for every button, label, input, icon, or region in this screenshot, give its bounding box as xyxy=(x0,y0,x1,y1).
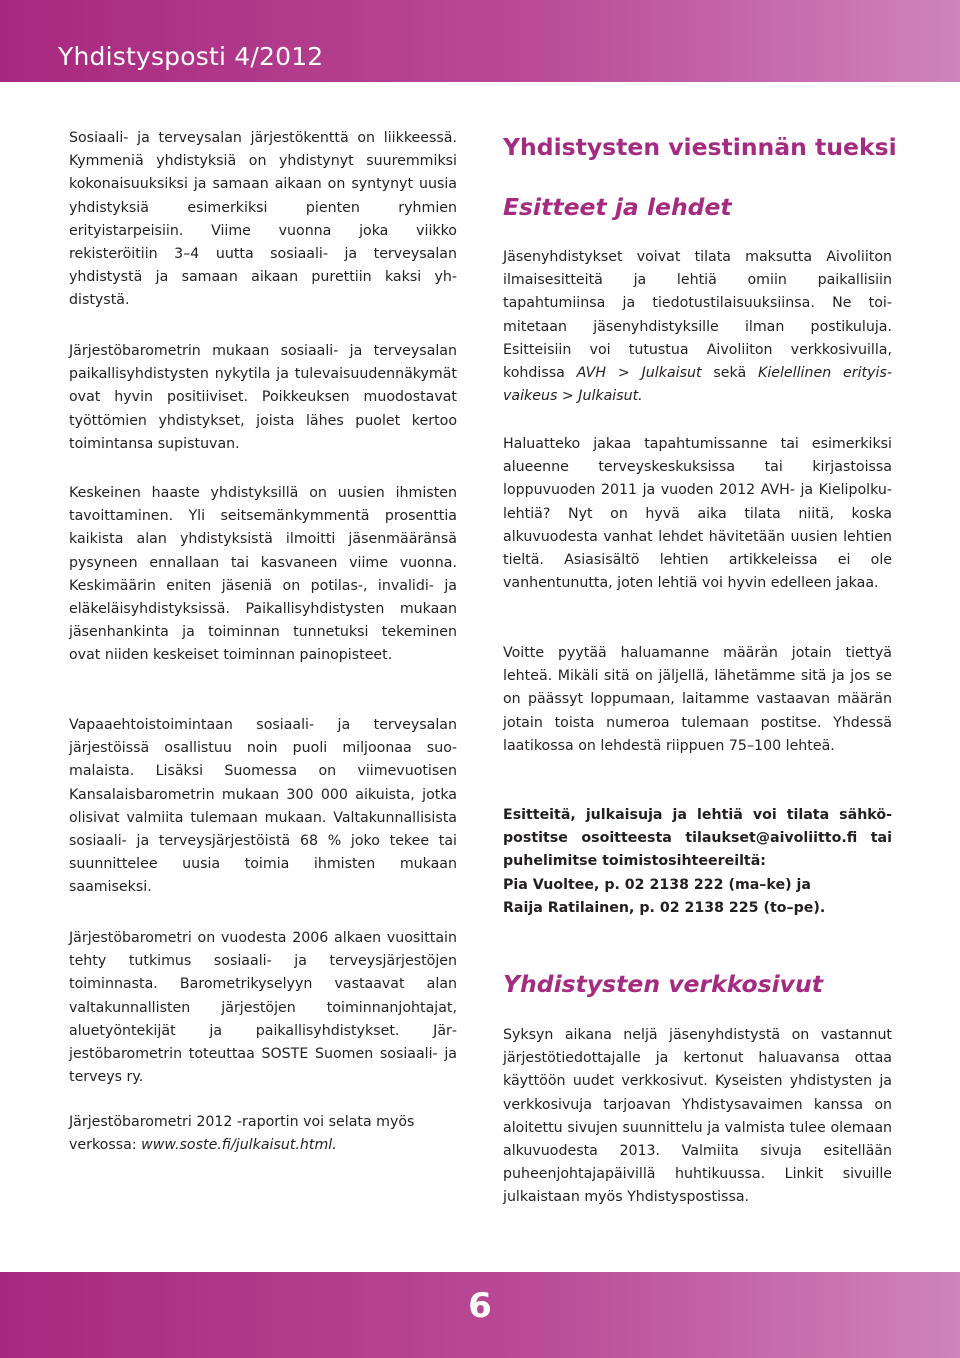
paragraph-report-link xyxy=(69,1111,457,1157)
paragraph-barometer-info: Järjestöbarometri on vuodesta 2006 alkaen vuosittain tehty tutkimus sosiaali- ja terveysjärjestöjen toiminnasta. Barometrikyselyyn vastaavat alan valtakunnallisten järjestöjen toiminnanjohtajat, aluetyöntekijät ja paikallisyhdistykset. Järjestöbarometrin toteuttaa SOSTE Suomen sosiaali- ja terveys ry. xyxy=(69,930,457,1086)
subheading-websites: Yhdistysten verkkosivut xyxy=(503,970,823,998)
path-kielellinen: Kielellinen erityisvaikeus > Julkaisut. xyxy=(503,365,892,405)
report-link[interactable]: www.soste.fi/julkaisut.html. xyxy=(141,1137,337,1154)
report-link-text: Järjestöbarometri 2012 -raportin voi selata myös verkossa: xyxy=(69,1114,415,1154)
path-avh: AVH > Julkaisut xyxy=(576,365,702,382)
paragraph-quantity: Voitte pyytää haluamanne määrän jotain tiettyä lehteä. Mikäli sitä on jäljellä, lähetämme sitä ja jos se on päässyt loppumaan, laitamme vastaavan määrän jotain toista numeroa tulemaan postitse. Yhdessä laatikossa on lehdestä riippuen 75–100 lehteä. xyxy=(503,645,892,754)
paragraph-brochures xyxy=(503,246,892,408)
path-joiner: sekä xyxy=(701,365,759,382)
order-info: Esitteitä, julkaisuja ja lehtiä voi tilata sähköpostitse osoitteesta tilaukset@aivoliitto.fi tai puhelimitse toimistosihteereiltä: xyxy=(503,807,892,870)
paragraph-membership: Keskeinen haaste yhdistyksillä on uusien ihmisten tavoittaminen. Yli seitsemänkymmentä prosenttia kaikista alan yhdistyksistä ilmoitti jäsenmääränsä pysyneen ennallaan tai kasvaneen viime vuonna. Keskimäärin eniten jäseniä on potilas-, invalidi- ja eläkeläisyhdistyksissä. Paikallisyhdistysten mukaan jäsenhankinta ja toiminnan tunnetuksi tekeminen ovat niiden keskeiset toiminnan painopisteet. xyxy=(69,485,457,664)
brochures-text: Jäsenyhdistykset voivat tilata maksutta Aivoliiton ilmaisesitteitä ja lehtiä omiin paikallisiin tapahtumiinsa ja tiedotustilaisuuksiinsa. Ne toimitetaan jäsenyhdistyksille ilman postikuluja. Esitteisiin voi tutustua Aivoliiton verkkosivuilla, kohdissa xyxy=(503,249,892,382)
paragraph-barometer-outlook: Järjestöbarometrin mukaan sosiaali- ja terveysalan paikallisyhdistysten nykytila ja tulevaisuudennäkymät ovat hyvin positiiviset. Poikkeuksen muodostavat työttömien yhdistykset, joista lähes puolet kertoo toimintansa supistuvan. xyxy=(69,343,457,452)
page-number: 6 xyxy=(468,1286,492,1326)
subheading-brochures: Esitteet ja lehdet xyxy=(503,193,732,221)
paragraph-distribute: Haluatteko jakaa tapahtumissanne tai esimerkiksi alueenne terveyskeskuksissa tai kirjastoissa loppuvuoden 2011 ja vuoden 2012 AVH- ja Kielipolku-lehtiä? Nyt on hyvä aika tilata niitä, koska alkuvuodesta vanhat lehdet hävitetään uusien lehtien tieltä. Asiasisältö lehtien artikkeleissa ei ole vanhentunutta, joten lehtiä voi hyvin edelleen jakaa. xyxy=(503,436,892,592)
paragraph-volunteering: Vapaaehtoistoimintaan sosiaali- ja terveysalan järjestöissä osallistuu noin puoli miljoonaa suomalaista. Lisäksi Suomessa on viimevuotisen Kansalaisbarometrin mukaan 300 000 aikuista, jotka olisivat valmiita tulemaan mukaan. Valtakunnallisista sosiaali- ja terveysjärjestöistä 68 % joko tekee tai suunnittelee uusia toimia ihmisten mukaan saamiseksi. xyxy=(69,717,457,896)
publication-title: Yhdistysposti 4/2012 xyxy=(58,42,324,71)
paragraph-field-overview: Sosiaali- ja terveysalan järjestökenttä on liikkeessä. Kymmeniä yhdistyksiä on yhdistynyt suuremmiksi kokonaisuuksiksi ja samaan aikaan on syntynyt uusia yhdistyksiä esimerkiksi pienten ryhmien erityistarpeisiin. Viime vuonna joka viikko rekisteröitiin 3–4 uutta sosiaali- ja terveysalan yhdistystä ja samaan aikaan purettiin kaksi yhdistystä. xyxy=(69,130,457,309)
contact-pia: Pia Vuoltee, p. 02 2138 222 (ma–ke) ja xyxy=(503,877,811,893)
section-heading: Yhdistysten viestinnän tueksi xyxy=(503,133,897,161)
paragraph-websites: Syksyn aikana neljä jäsenyhdistystä on vastannut järjestötiedottajalle ja kertonut haluavansa ottaa käyttöön uudet verkkosivut. Kyseisten yhdistysten ja verkkosivuja tarjoavan Yhdistysavaimen kanssa on aloitettu sivujen suunnittelu ja valmista tulee olemaan alkuvuodesta 2013. Valmiita sivuja esitellään puheenjohtajapäivillä huhtikuussa. Linkit sivuille julkaistaan myös Yhdistyspostissa. xyxy=(503,1027,892,1206)
contact-raija: Raija Ratilainen, p. 02 2138 225 (to–pe). xyxy=(503,900,826,916)
